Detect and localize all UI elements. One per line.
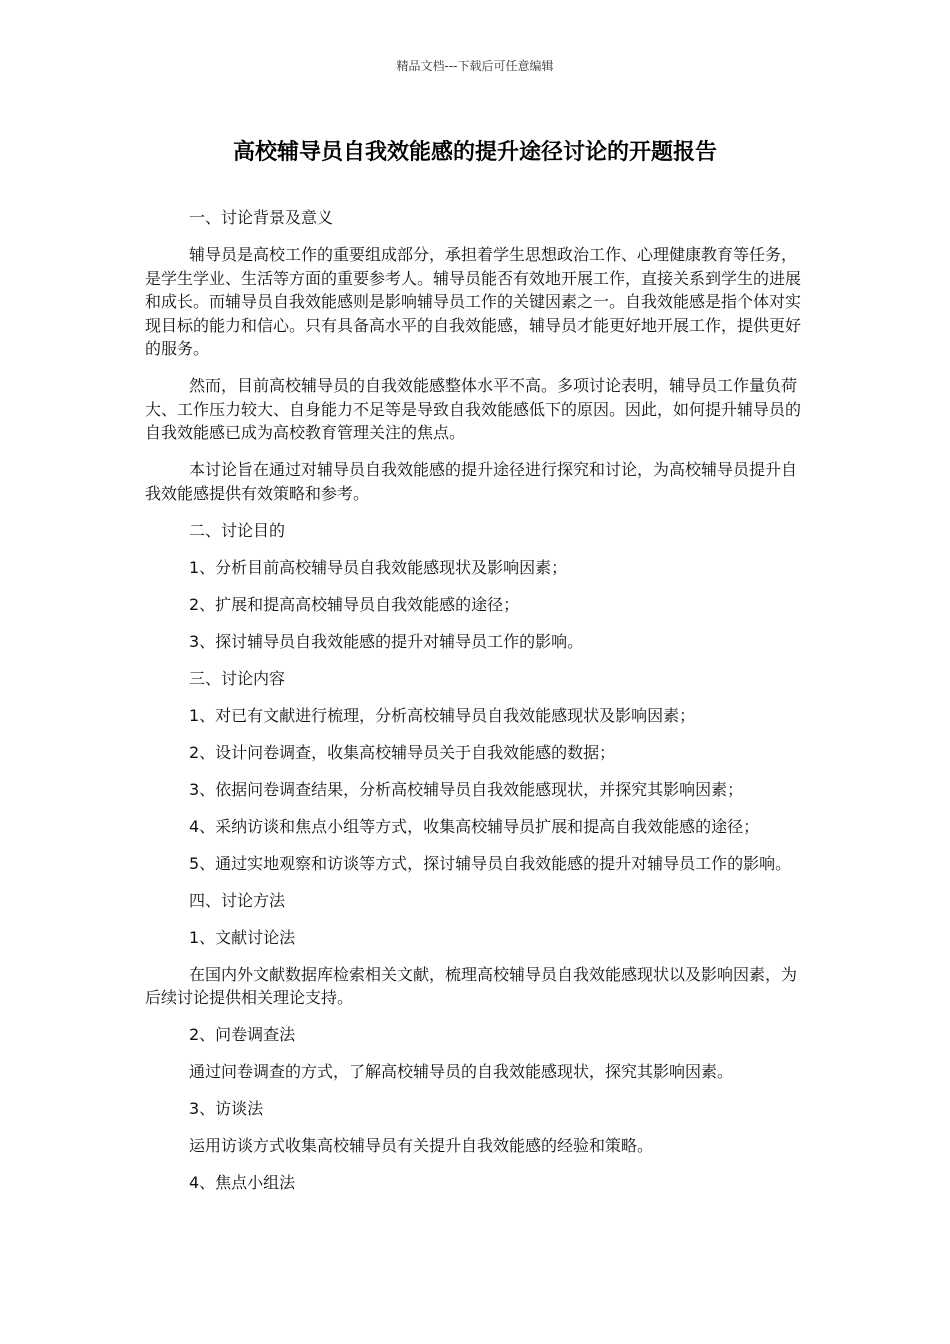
paragraph: 运用访谈方式收集高校辅导员有关提升自我效能感的经验和策略。 [189, 1136, 654, 1155]
method-heading: 1、文献讨论法 [189, 927, 296, 947]
list-item: 1、对已有文献进行梳理，分析高校辅导员自我效能感现状及影响因素； [189, 705, 696, 725]
paragraph: 本讨论旨在通过对辅导员自我效能感的提升途径进行探究和讨论，为高校辅导员提升自我效能感提供有效策略和参考。 [145, 460, 798, 503]
list-item: 2、扩展和提高高校辅导员自我效能感的途径； [189, 594, 520, 614]
paragraph: 然而，目前高校辅导员的自我效能感整体水平不高。多项讨论表明，辅导员工作量负荷大、工作压力较大、自身能力不足等是导致自我效能感低下的原因。因此，如何提升辅导员的自我效能感已成为高校教育管理关注的焦点。 [145, 376, 802, 442]
method-heading: 4、焦点小组法 [189, 1173, 296, 1192]
list-item: 3、依据问卷调查结果，分析高校辅导员自我效能感现状，并探究其影响因素； [189, 779, 744, 799]
paragraph: 在国内外文献数据库检索相关文献，梳理高校辅导员自我效能感现状以及影响因素，为后续讨论提供相关理论支持。 [145, 964, 798, 1007]
list-item: 2、设计问卷调查，收集高校辅导员关于自我效能感的数据； [189, 742, 616, 762]
list-item: 5、通过实地观察和访谈等方式，探讨辅导员自我效能感的提升对辅导员工作的影响。 [189, 853, 792, 873]
method-heading: 3、访谈法 [189, 1099, 264, 1118]
document-body [145, 206, 805, 1208]
section-heading-methods: 四、讨论方法 [189, 890, 286, 910]
page-header: 精品文档---下载后可任意编辑 [396, 59, 554, 73]
method-heading: 2、问卷调查法 [189, 1025, 296, 1044]
list-item: 3、探讨辅导员自我效能感的提升对辅导员工作的影响。 [189, 631, 584, 651]
paragraph: 辅导员是高校工作的重要组成部分，承担着学生思想政治工作、心理健康教育等任务，是学生学业、生活等方面的重要参考人。辅导员能否有效地开展工作，直接关系到学生的进展和成长。而辅导员自我效能感则是影响辅导员工作的关键因素之一。自我效能感是指个体对实现目标的能力和信心。只有具备高水平的自我效能感，辅导员才能更好地开展工作，提供更好的服务。 [145, 245, 802, 358]
section-heading-content: 三、讨论内容 [189, 668, 286, 688]
section-heading-background: 一、讨论背景及意义 [189, 208, 334, 227]
document-title: 高校辅导员自我效能感的提升途径讨论的开题报告 [232, 140, 717, 165]
list-item: 4、采纳访谈和焦点小组等方式，收集高校辅导员扩展和提高自我效能感的途径； [189, 816, 760, 836]
list-item: 1、分析目前高校辅导员自我效能感现状及影响因素； [189, 557, 568, 577]
paragraph: 通过问卷调查的方式，了解高校辅导员的自我效能感现状，探究其影响因素。 [189, 1062, 734, 1081]
section-heading-purpose: 二、讨论目的 [189, 520, 286, 540]
